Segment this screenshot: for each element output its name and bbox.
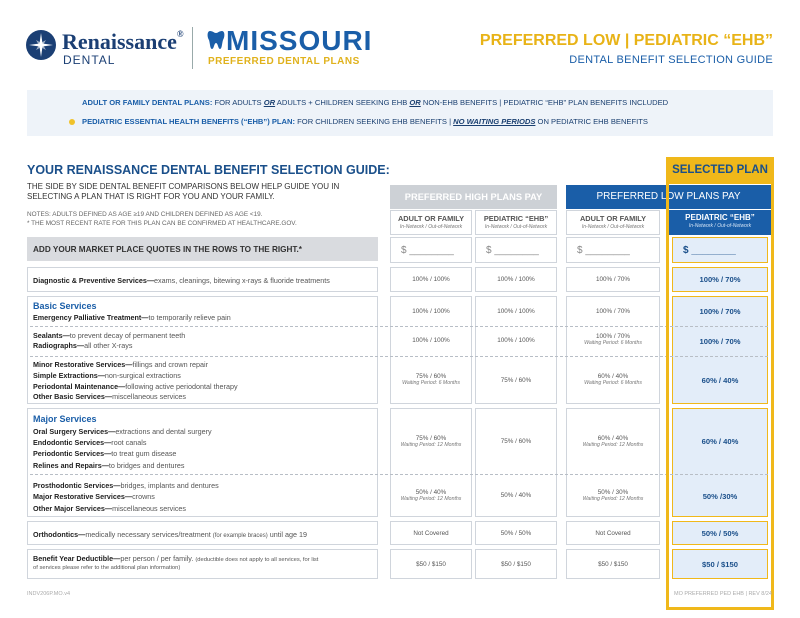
quote-label: ADD YOUR MARKET PLACE QUOTES IN THE ROWS TO THE RIGHT.* [33, 245, 302, 254]
row-radiographs-label: Radiographs—all other X-rays [33, 341, 133, 350]
row-deductible-label: Benefit Year Deductible—per person / per family. (deductible does not apply to all services, for list [33, 554, 319, 563]
page-subtitle: DENTAL BENEFIT SELECTION GUIDE [569, 54, 773, 66]
banner-line-pediatric: PEDIATRIC ESSENTIAL HEALTH BENEFITS (“EHB”) PLAN: FOR CHILDREN SEEKING EHB BENEFITS | NO WAITING PERIODS ON PEDIATRIC EHB BENEFITS [82, 117, 648, 126]
guide-description: THE SIDE BY SIDE DENTAL BENEFIT COMPARISONS BELOW HELP GUIDE YOU IN SELECTING A PLAN THAT IS RIGHT FOR YOU AND YOUR FAMILY. [27, 182, 340, 201]
value-low-adult: 50% / 30% Waiting Period: 12 Months [582, 489, 644, 502]
row-endodontic-label: Endodontic Services—root canals [33, 438, 147, 447]
value-high-pediatric: $50 / $150 [501, 561, 531, 568]
row-separator [30, 474, 768, 475]
value-low-pediatric: 100% / 70% [699, 275, 741, 284]
row-other-basic-label: Other Basic Services—miscellaneous services [33, 392, 187, 401]
value-high-adult: Not Covered [413, 530, 449, 537]
row-relines-label: Relines and Repairs—to bridges and dentures [33, 461, 185, 470]
value-low-pediatric: 50% / 50% [701, 529, 739, 538]
quote-input-high-pediatric[interactable]: $ ________ [475, 237, 557, 263]
row-minor-restorative-label: Minor Restorative Services—fillings and crown repair [33, 360, 208, 369]
guide-notes: NOTES: ADULTS DEFINED AS AGE ≥19 AND CHILDREN DEFINED AS AGE <19. * THE MOST RECENT RATE FOR THIS PLAN CAN BE CONFIRMED AT HEALTHCARE.GOV. [27, 211, 297, 227]
row-major-restorative-label: Major Restorative Services—crowns [33, 492, 155, 501]
row-sealants-label: Sealants—to prevent decay of permanent teeth [33, 331, 186, 340]
row-separator [30, 356, 768, 357]
quote-input-low-pediatric[interactable]: $ ________ [672, 237, 768, 263]
state-name: MISSOURI [226, 25, 373, 56]
brand-sub: DENTAL [63, 53, 116, 67]
section-major-services: Major Services [33, 414, 97, 424]
value-low-adult: 60% / 40% Waiting Period: 6 Months [584, 373, 642, 386]
selected-plan-highlight [666, 157, 774, 610]
value-low-pediatric: $50 / $150 [702, 560, 738, 569]
value-high-adult: 100% / 100% [412, 276, 450, 283]
row-oral-surgery-label: Oral Surgery Services—extractions and dental surgery [33, 427, 212, 436]
value-low-adult: Not Covered [595, 530, 631, 537]
value-low-adult: 100% / 70% [596, 308, 630, 315]
value-high-adult: 100% / 100% [412, 308, 450, 315]
column-high-pediatric: PEDIATRIC “EHB” In-Network / Out-of-Network [475, 210, 557, 235]
value-high-pediatric: 75% / 60% [500, 438, 532, 445]
compass-star-icon [26, 30, 56, 60]
selected-plan-label: SELECTED PLAN [666, 157, 774, 184]
column-low-pediatric: PEDIATRIC “EHB” In-Network / Out-of-Network [669, 210, 771, 235]
value-low-pediatric: 100% / 70% [699, 337, 741, 346]
bullet-dot-icon [69, 119, 75, 125]
row-prosthodontic-label: Prosthodontic Services—bridges, implants and dentures [33, 481, 219, 490]
quote-input-low-adult[interactable]: $ ________ [566, 237, 660, 263]
row-perio-maintenance-label: Periodontal Maintenance—following active periodontal therapy [33, 382, 238, 391]
brand-name: Renaissance® [62, 29, 184, 54]
value-high-adult: 75% / 60% Waiting Period: 6 Months [402, 373, 460, 386]
column-high-adult: ADULT OR FAMILY In-Network / Out-of-Network [390, 210, 472, 235]
row-other-major-label: Other Major Services—miscellaneous services [33, 504, 187, 513]
row-simple-extractions-label: Simple Extractions—non-surgical extractions [33, 371, 181, 380]
value-high-adult: 75% / 60% Waiting Period: 12 Months [400, 435, 462, 448]
row-orthodontics-label: Orthodontics—medically necessary services/treatment (for example braces) until age 19 [33, 530, 307, 539]
value-high-adult: 100% / 100% [412, 337, 450, 344]
footer-code: INDV206P.MO.v4 [27, 591, 71, 597]
column-low-adult: ADULT OR FAMILY In-Network / Out-of-Network [566, 210, 660, 235]
value-high-adult: $50 / $150 [416, 561, 446, 568]
value-low-adult: 100% / 70% [596, 276, 630, 283]
tooth-icon [207, 30, 225, 55]
guide-title: YOUR RENAISSANCE DENTAL BENEFIT SELECTION GUIDE: [27, 163, 390, 177]
row-separator [30, 326, 768, 327]
row-deductible-note: of services please refer to the additional plan information) [33, 565, 181, 571]
value-low-adult: 60% / 40% Waiting Period: 12 Months [582, 435, 644, 448]
quote-input-high-adult[interactable]: $ ________ [390, 237, 472, 263]
row-emergency-label: Emergency Palliative Treatment—to temporarily relieve pain [33, 313, 231, 322]
value-low-adult: 100% / 70% Waiting Period: 6 Months [584, 333, 642, 346]
section-basic-services: Basic Services [33, 301, 97, 311]
value-low-pediatric: 50% /30% [702, 492, 738, 501]
value-low-adult: $50 / $150 [598, 561, 628, 568]
value-high-adult: 50% / 40% Waiting Period: 12 Months [400, 489, 462, 502]
column-group-low: PREFERRED LOW PLANS PAY [566, 185, 771, 209]
value-low-pediatric: 60% / 40% [701, 437, 739, 446]
column-group-high: PREFERRED HIGH PLANS PAY [390, 185, 557, 209]
page-title: PREFERRED LOW | PEDIATRIC “EHB” [479, 32, 773, 49]
value-high-pediatric: 50% / 50% [500, 530, 532, 537]
value-low-pediatric: 60% / 40% [701, 376, 739, 385]
footer-revision: MO PREFERRED PED EHB | REV 8/24 [673, 591, 772, 597]
plan-banner [27, 90, 773, 136]
value-high-pediatric: 100% / 100% [497, 276, 535, 283]
value-high-pediatric: 75% / 60% [500, 377, 532, 384]
value-low-pediatric: 100% / 70% [699, 307, 741, 316]
value-high-pediatric: 100% / 100% [497, 337, 535, 344]
logo-divider [192, 27, 193, 69]
cell [475, 408, 557, 517]
value-high-pediatric: 50% / 40% [500, 492, 532, 499]
state-sub: PREFERRED DENTAL PLANS [208, 56, 360, 67]
banner-line-adult: ADULT OR FAMILY DENTAL PLANS: FOR ADULTS OR ADULTS + CHILDREN SEEKING EHB OR NON-EHB BENEFITS | PEDIATRIC “EHB” PLAN BENEFITS INCLUDED [82, 98, 669, 107]
row-periodontic-label: Periodontic Services—to treat gum disease [33, 449, 177, 458]
value-high-pediatric: 100% / 100% [497, 308, 535, 315]
row-diagnostic-label: Diagnostic & Preventive Services—exams, cleanings, bitewing x-rays & fluoride treatments [33, 276, 330, 285]
